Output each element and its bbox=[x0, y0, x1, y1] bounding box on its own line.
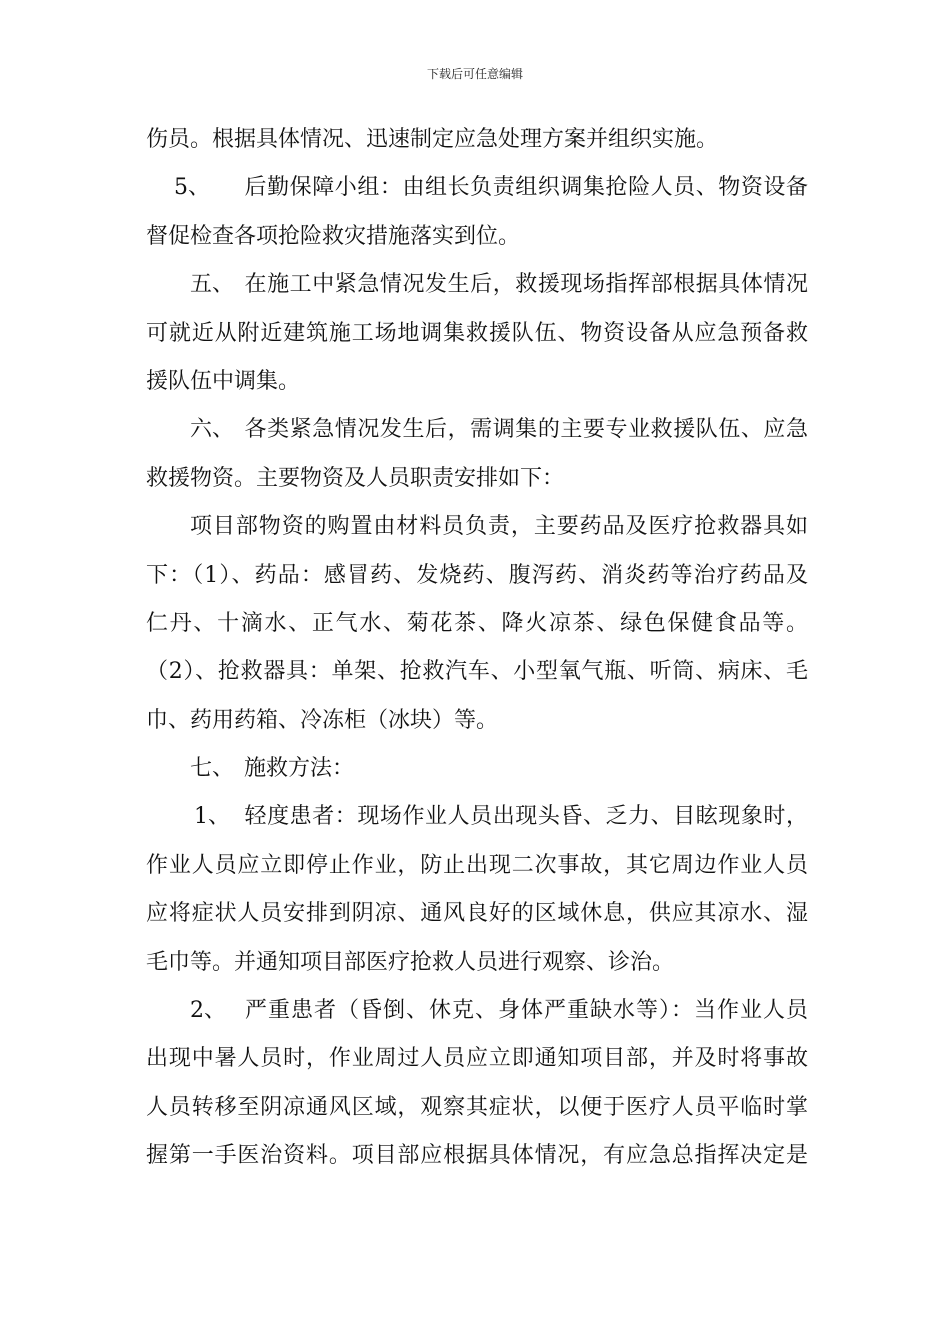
line-text: 轻度患者：现场作业人员出现头昏、乏力、目眩现象时， bbox=[244, 804, 808, 830]
item-number: 2、 bbox=[190, 998, 226, 1024]
text-line bbox=[146, 1084, 808, 1132]
text-line bbox=[146, 697, 808, 745]
line-text: 后勤保障小组：由组长负责组织调集抢险人员、物资设备 bbox=[244, 175, 808, 201]
text-line bbox=[146, 164, 808, 212]
line-text: 可就近从附近建筑施工场地调集救援队伍、物资设备从应急预备救 bbox=[146, 320, 808, 346]
text-line bbox=[146, 987, 808, 1035]
line-text: 援队伍中调集。 bbox=[146, 368, 301, 394]
line-text: 毛巾等。并通知项目部医疗抢救人员进行观察、诊治。 bbox=[146, 949, 675, 975]
line-text: 伤员。根据具体情况、迅速制定应急处理方案并组织实施。 bbox=[146, 127, 719, 152]
line-text: 作业人员应立即停止作业，防止出现二次事故，其它周边作业人员 bbox=[146, 852, 808, 878]
text-line bbox=[146, 745, 808, 793]
line-text: 救援物资。主要物资及人员职责安排如下： bbox=[146, 465, 565, 491]
text-line bbox=[146, 939, 808, 987]
item-number: 1、 bbox=[194, 804, 230, 830]
line-text: 应将症状人员安排到阴凉、通风良好的区域休息，供应其凉水、湿 bbox=[146, 901, 808, 927]
item-number: 5、 bbox=[174, 175, 210, 201]
text-line bbox=[146, 793, 808, 841]
line-text: 仁丹、十滴水、正气水、菊花茶、降火凉茶、绿色保健食品等。 bbox=[146, 610, 808, 636]
text-line bbox=[146, 358, 808, 406]
item-number: 五、 bbox=[190, 272, 235, 298]
text-line bbox=[146, 455, 808, 503]
text-line bbox=[146, 842, 808, 890]
line-text: 督促检查各项抢险救灾措施落实到位。 bbox=[146, 223, 521, 249]
text-line bbox=[146, 1132, 808, 1180]
line-text: （2）、抢救器具：单架、抢救汽车、小型氧气瓶、听筒、病床、毛 bbox=[146, 659, 808, 685]
text-line bbox=[146, 890, 808, 938]
text-line bbox=[146, 648, 808, 696]
text-line bbox=[146, 213, 808, 261]
line-text: 出现中暑人员时，作业周过人员应立即通知项目部，并及时将事故 bbox=[146, 1046, 808, 1072]
line-text: 在施工中紧急情况发生后，救援现场指挥部根据具体情况 bbox=[244, 272, 808, 298]
text-line bbox=[146, 310, 808, 358]
text-line bbox=[146, 1035, 808, 1083]
line-text: 各类紧急情况发生后，需调集的主要专业救援队伍、应急 bbox=[244, 417, 808, 443]
line-text: 严重患者（昏倒、休克、身体严重缺水等）：当作业人员 bbox=[244, 998, 808, 1024]
text-line bbox=[146, 116, 808, 164]
text-line bbox=[146, 406, 808, 454]
item-number: 六、 bbox=[190, 417, 235, 443]
text-line bbox=[146, 503, 808, 551]
text-line bbox=[146, 600, 808, 648]
text-line bbox=[146, 261, 808, 309]
line-text: 下：（1）、药品：感冒药、发烧药、腹泻药、消炎药等治疗药品及 bbox=[146, 562, 808, 588]
line-text: 巾、药用药箱、冷冻柜（冰块）等。 bbox=[146, 707, 499, 733]
document-body bbox=[146, 116, 808, 1181]
line-text: 施救方法： bbox=[244, 756, 355, 782]
line-text: 握第一手医治资料。项目部应根据具体情况，有应急总指挥决定是 bbox=[146, 1143, 808, 1169]
text-line bbox=[146, 552, 808, 600]
item-number: 七、 bbox=[190, 756, 235, 782]
line-text: 人员转移至阴凉通风区域，观察其症状，以便于医疗人员平临时掌 bbox=[146, 1094, 808, 1120]
line-text: 项目部物资的购置由材料员负责，主要药品及医疗抢救器具如 bbox=[190, 514, 808, 540]
page-header-note: 下载后可任意编辑 bbox=[426, 67, 523, 81]
